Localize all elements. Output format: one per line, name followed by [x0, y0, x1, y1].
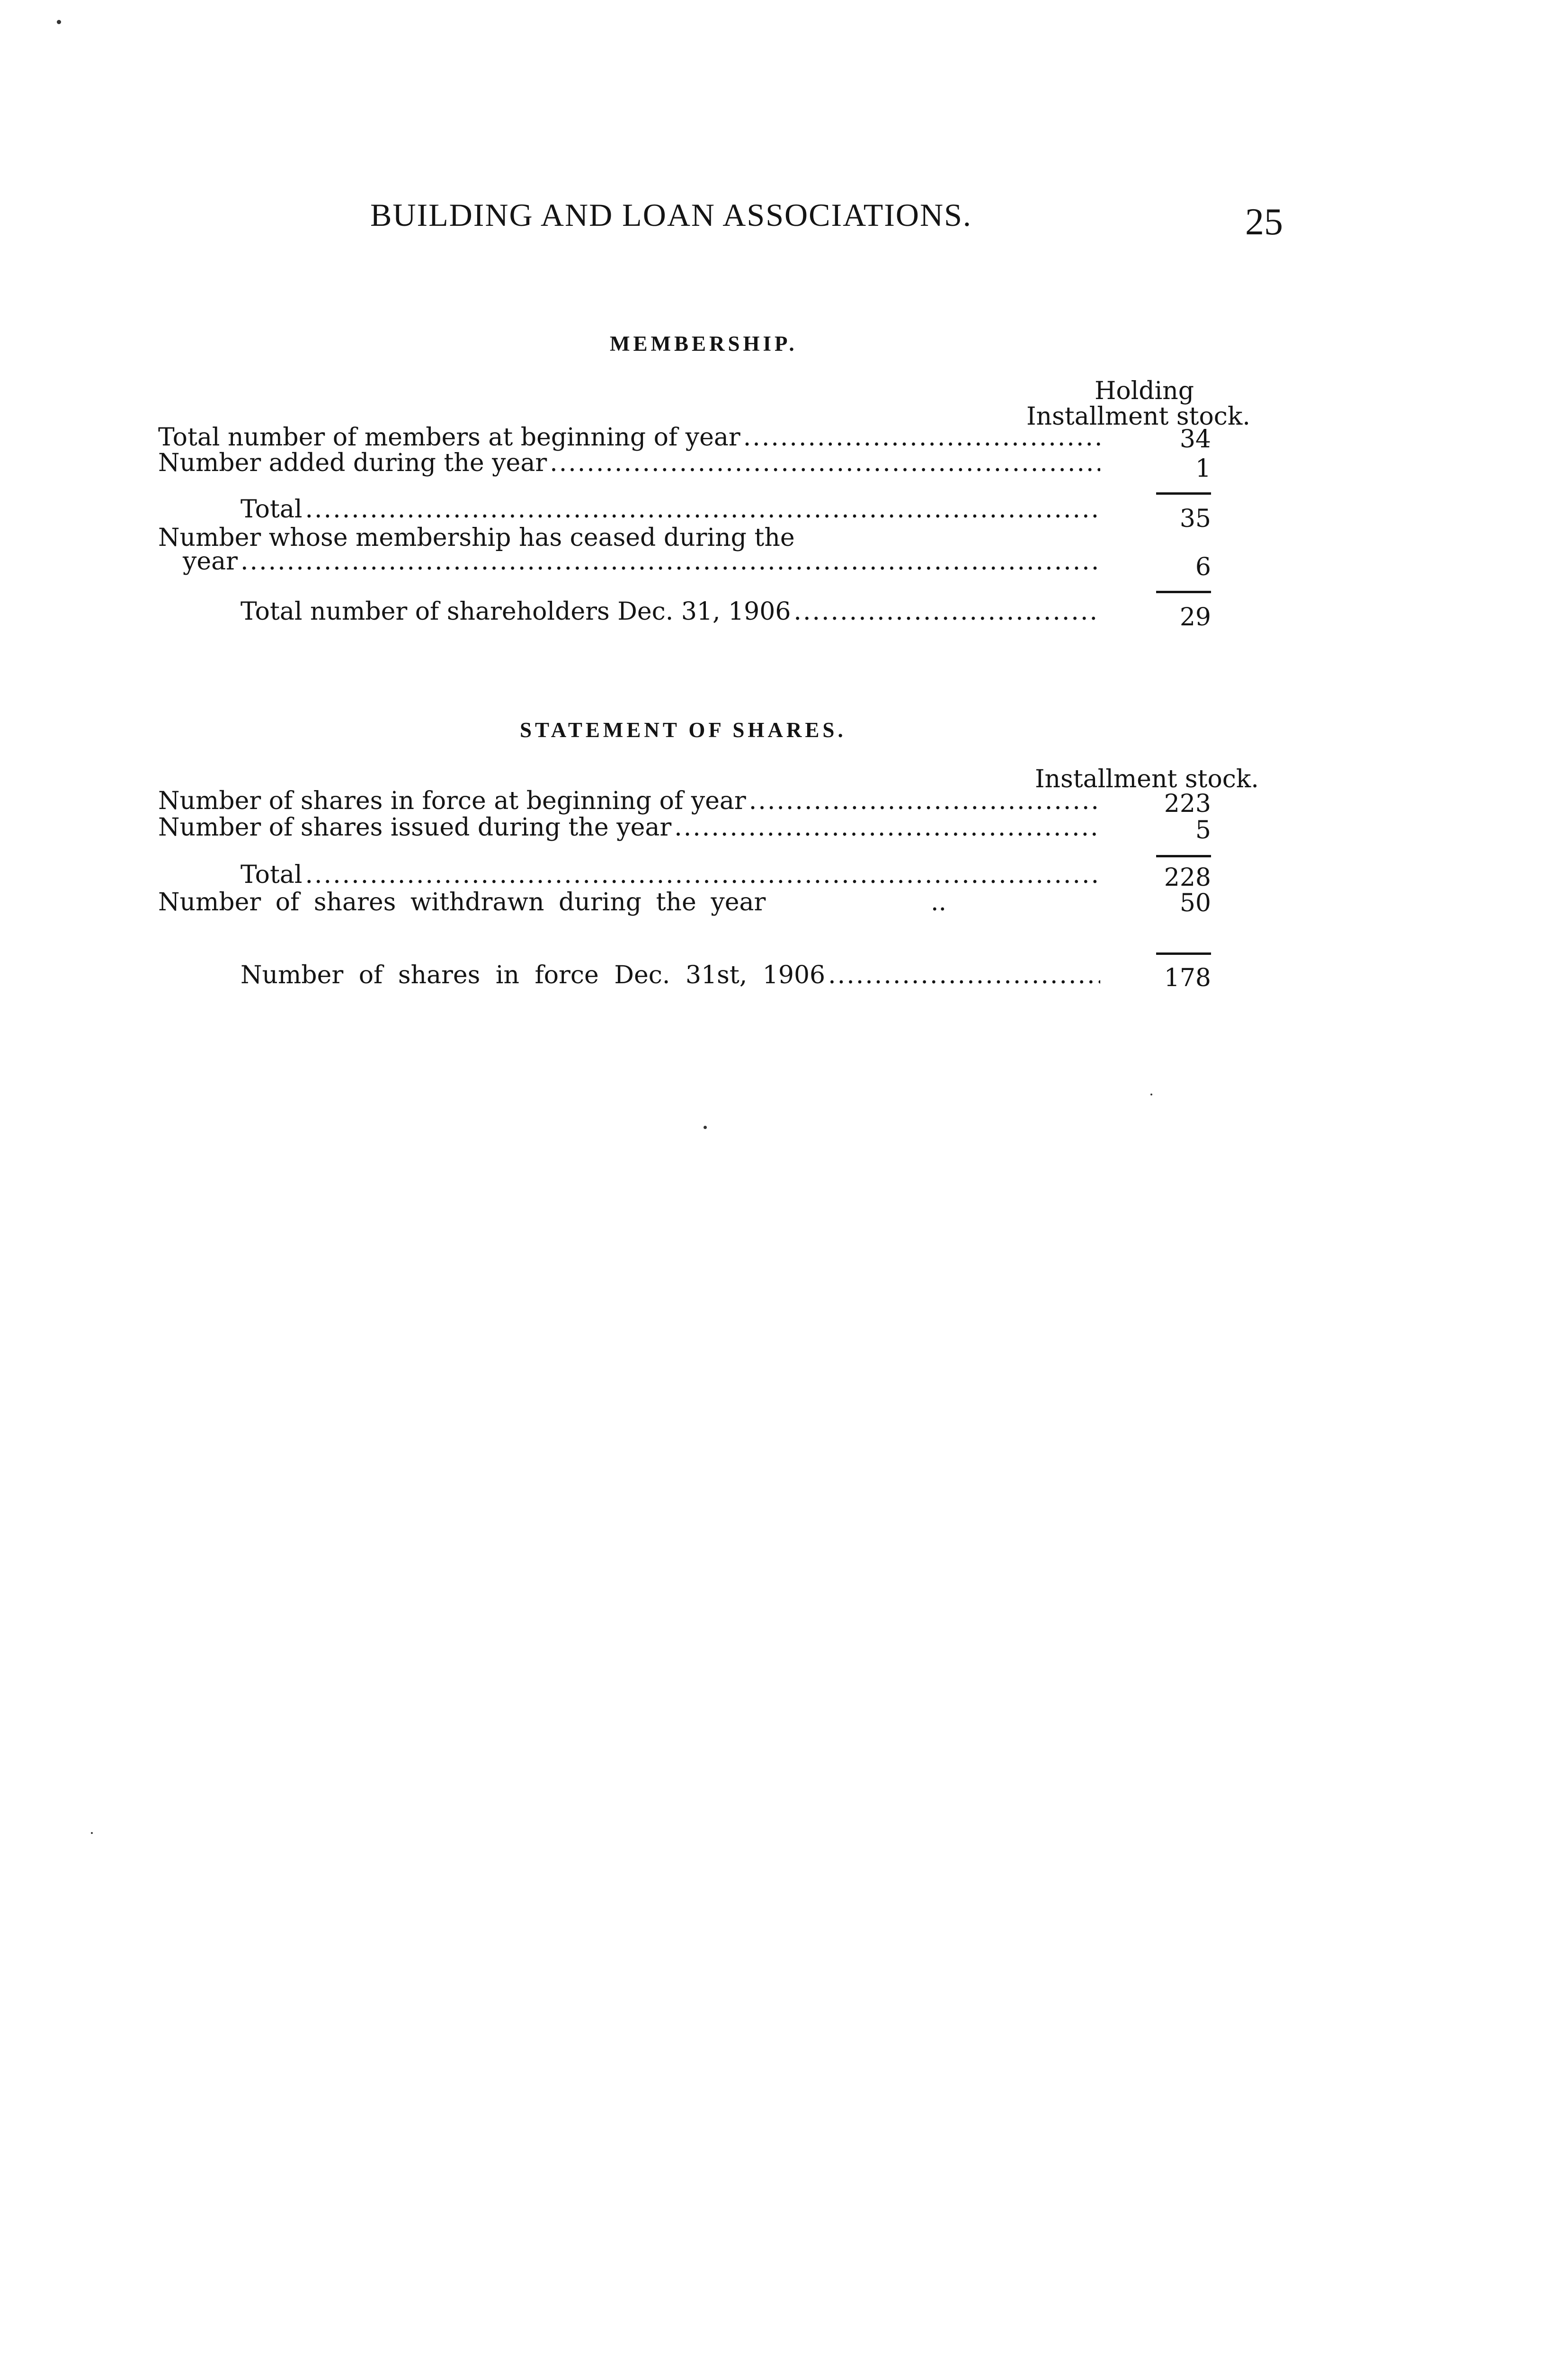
membership-row-label: Number added during the year	[158, 449, 547, 477]
membership-row	[183, 548, 1103, 575]
membership-column-header-installment: Installment stock.	[1026, 402, 1250, 431]
membership-row-value: 34	[1179, 425, 1211, 454]
membership-row-label: Total number of shareholders Dec. 31, 1906	[241, 597, 791, 626]
leader-dots	[241, 548, 1100, 575]
shares-row-value: 178	[1164, 964, 1211, 992]
membership-row-label: year	[183, 547, 238, 576]
membership-title: MEMBERSHIP.	[610, 332, 798, 356]
paper-speck	[91, 1832, 93, 1834]
membership-row	[158, 450, 1103, 476]
shares-row	[158, 814, 1103, 841]
leader-dots: ..	[931, 888, 947, 917]
shares-row-value: 5	[1195, 816, 1211, 845]
membership-row	[158, 424, 1103, 451]
paper-speck	[1150, 1094, 1152, 1095]
membership-grand-total-row	[241, 598, 1103, 625]
leader-dots	[305, 496, 1100, 523]
membership-row-value: 6	[1195, 553, 1211, 581]
shares-row-label: Number of shares issued during the year	[158, 813, 672, 842]
membership-row-value: 1	[1195, 454, 1211, 483]
leader-dots	[793, 598, 1100, 625]
leader-dots	[550, 450, 1100, 476]
membership-row-value: 35	[1179, 505, 1211, 533]
membership-row-label: Total number of members at beginning of year	[158, 423, 740, 452]
total-rule	[1156, 591, 1211, 593]
paper-speck	[704, 1126, 707, 1129]
shares-row-value: 223	[1164, 790, 1211, 818]
shares-row-value: 228	[1164, 863, 1211, 892]
page-number: 25	[1245, 201, 1283, 243]
running-header: BUILDING AND LOAN ASSOCIATIONS.	[370, 197, 972, 233]
shares-row-label: Number of shares in force Dec. 31st, 1906	[241, 961, 826, 989]
shares-row-label: Number of shares in force at beginning of year	[158, 787, 746, 815]
shares-column-header: Installment stock.	[1035, 765, 1259, 793]
membership-row-label-line1: Number whose membership has ceased during the	[158, 524, 795, 552]
leader-dots	[674, 814, 1100, 841]
shares-row-value: 50	[1179, 889, 1211, 917]
membership-row-value: 29	[1179, 603, 1211, 632]
shares-total-row	[241, 862, 1103, 888]
membership-total-row	[241, 496, 1103, 523]
paper-speck	[57, 20, 61, 24]
total-rule	[1156, 952, 1211, 955]
shares-row	[158, 788, 1103, 814]
leader-dots	[743, 424, 1100, 451]
total-rule	[1156, 492, 1211, 495]
shares-row-label: Total	[241, 861, 303, 889]
total-rule	[1156, 855, 1211, 857]
leader-dots	[749, 788, 1100, 814]
membership-row-label: Total	[241, 495, 303, 524]
leader-dots	[828, 962, 1100, 988]
shares-grand-total-row	[241, 962, 1103, 988]
shares-row-label: Number of shares withdrawn during the year	[158, 888, 766, 917]
leader-dots	[305, 862, 1100, 888]
shares-title: STATEMENT OF SHARES.	[520, 718, 846, 742]
membership-column-header-holding: Holding	[1095, 377, 1194, 405]
